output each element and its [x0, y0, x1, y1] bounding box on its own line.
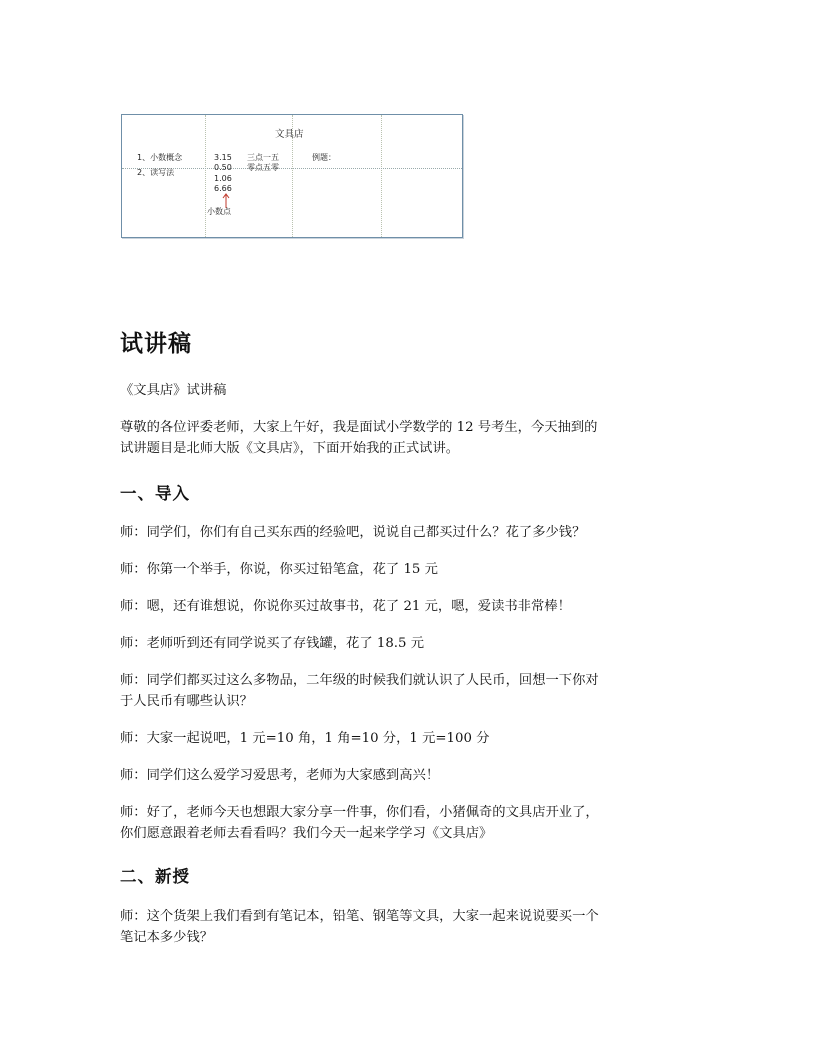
board-divider: [381, 115, 382, 237]
paragraph: 于人民币有哪些认识？: [120, 694, 253, 709]
board-point-label: 小数点: [207, 207, 231, 216]
board-number: 6.66: [214, 184, 232, 193]
paragraph: 师：老师听到还有同学说买了存钱罐，花了 18.5 元: [120, 636, 424, 651]
section-heading-intro: 一、导入: [120, 484, 190, 503]
page-title: 试讲稿: [120, 331, 192, 357]
board-number: 3.15: [214, 153, 232, 162]
blackboard-figure: [121, 114, 463, 238]
board-item-reading: 2、读写法: [137, 168, 175, 177]
paragraph: 师：嗯，还有谁想说，你说你买过故事书，花了 21 元，嗯，爱读书非常棒！: [120, 599, 571, 614]
board-item-concept: 1、小数概念: [137, 153, 183, 162]
board-divider: [205, 115, 206, 237]
paragraph: 笔记本多少钱？: [120, 930, 214, 945]
doc-subtitle: 《文具店》试讲稿: [120, 383, 227, 398]
paragraph: 师：同学们这么爱学习爱思考，老师为大家感到高兴！: [120, 768, 440, 783]
board-number: 0.50: [214, 163, 232, 172]
section-heading-new: 二、新授: [120, 867, 190, 886]
board-example: 例题：: [312, 153, 336, 162]
paragraph: 师：同学们都买过这么多物品，二年级的时候我们就认识了人民币，回想一下你对: [120, 673, 599, 688]
intro-line: 试讲题目是北师大版《文具店》，下面开始我的正式试讲。: [120, 441, 460, 456]
board-reading: 三点一五: [247, 153, 279, 162]
paragraph: 你们愿意跟着老师去看看吗？我们今天一起来学学习《文具店》: [120, 826, 493, 841]
intro-line: 尊敬的各位评委老师，大家上午好，我是面试小学数学的 12 号考生，今天抽到的: [120, 420, 598, 435]
board-number: 1.06: [214, 174, 232, 183]
paragraph: 师：你第一个举手，你说，你买过铅笔盒，花了 15 元: [120, 562, 438, 577]
paragraph: 师：这个货架上我们看到有笔记本，铅笔、钢笔等文具，大家一起来说说要买一个: [120, 909, 599, 924]
paragraph: 师：好了，老师今天也想跟大家分享一件事，你们看，小猪佩奇的文具店开业了，: [120, 805, 599, 820]
paragraph: 师：同学们，你们有自己买东西的经验吧，说说自己都买过什么？花了多少钱？: [120, 525, 586, 540]
board-reading: 零点五零: [247, 163, 279, 172]
board-title: 文具店: [275, 129, 304, 140]
paragraph: 师：大家一起说吧，1 元=10 角，1 角=10 分，1 元=100 分: [120, 731, 490, 746]
